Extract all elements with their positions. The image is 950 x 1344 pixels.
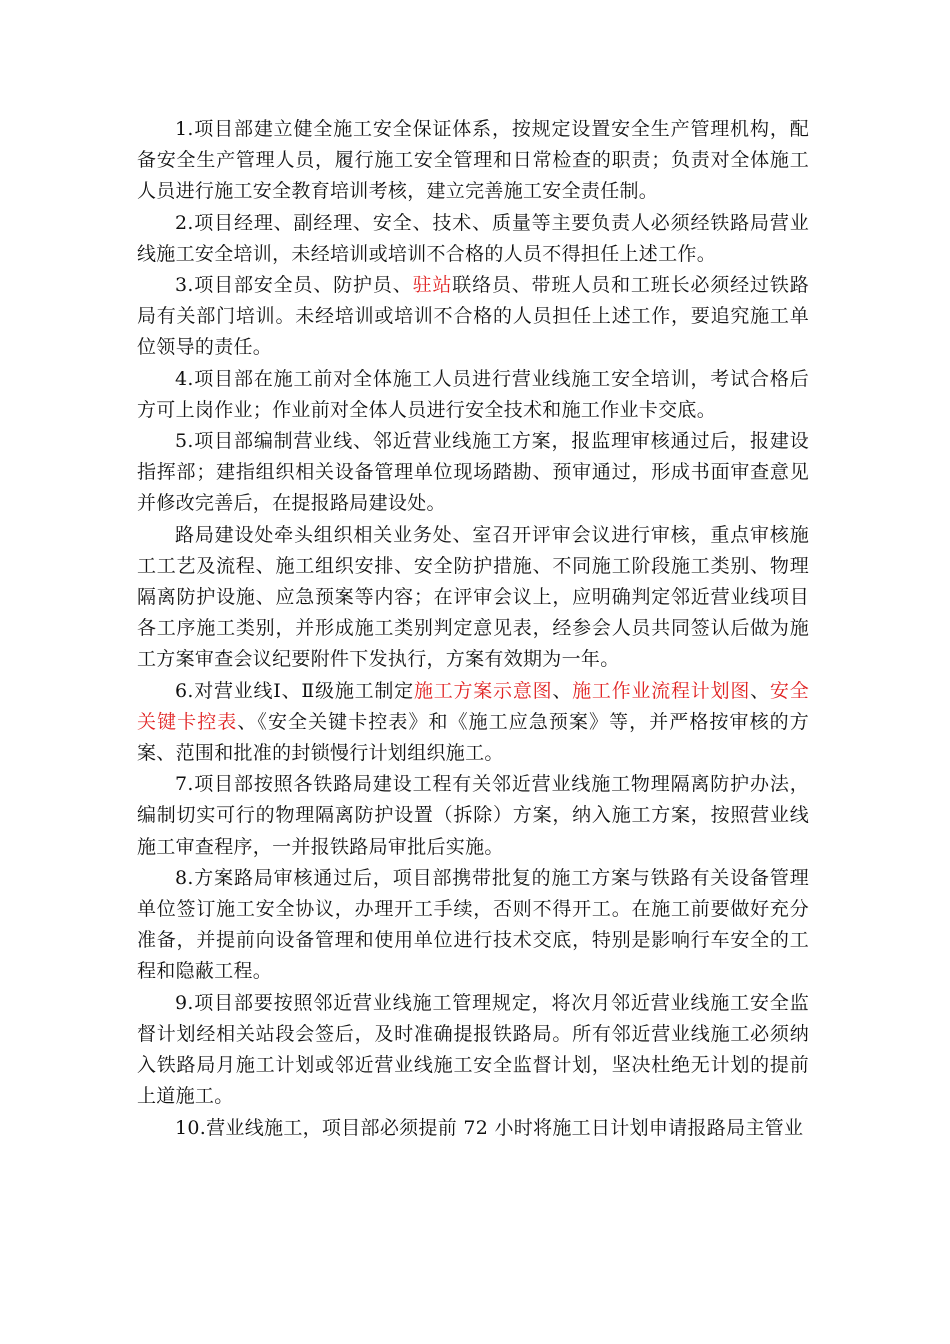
paragraph-6-highlight-3: 安全关键卡控表 [137, 679, 809, 733]
paragraph-5b: 路局建设处牵头组织相关业务处、室召开评审会议进行审核，重点审核施工工艺及流程、施工组织安排、安全防护措施、不同施工阶段施工类别、物理隔离防护设施、应急预案等内容；在评审会议上，应明确判定邻近营业线项目各工序施工类别，并形成施工类别判定意见表，经参会人员共同签认后做为施工方案审查会议纪要附件下发执行，方案有效期为一年。 [137, 523, 809, 671]
paragraph-6-separator-2: 、 [750, 679, 770, 702]
paragraph-6-text-b: 、《安全关键卡控表》和《施工应急预案》等，并严格按审核的方案、范围和批准的封锁慢行计划组织施工。 [137, 710, 809, 765]
paragraph-5: 5.项目部编制营业线、邻近营业线施工方案，报监理审核通过后，报建设指挥部；建指组织相关设备管理单位现场踏勘、预审通过，形成书面审查意见并修改完善后，在提报路局建设处。 [137, 430, 809, 515]
paragraph-3-highlight: 驻站 [412, 274, 453, 297]
paragraph-3 [137, 270, 809, 364]
paragraph-6-text-a: 6.对营业线Ⅰ、Ⅱ级施工制定 [175, 679, 414, 702]
paragraph-3-text-b: 联络员、带班人员和工班长必须经过铁路局有关部门培训。未经培训或培训不合格的人员担任上述工作，要追究施工单位领导的责任。 [137, 274, 809, 359]
paragraph-1: 1.项目部建立健全施工安全保证体系，按规定设置安全生产管理机构，配备安全生产管理人员，履行施工安全管理和日常检查的职责；负责对全体施工人员进行施工安全教育培训考核，建立完善施工安全责任制。 [137, 118, 809, 203]
paragraph-3-text-a: 3.项目部安全员、防护员、 [175, 274, 413, 297]
paragraph-4: 4.项目部在施工前对全体施工人员进行营业线施工安全培训，考试合格后方可上岗作业；作业前对全体人员进行安全技术和施工作业卡交底。 [137, 367, 809, 421]
paragraph-10: 10.营业线施工，项目部必须提前 72 小时将施工日计划申请报路局主管业 [175, 1116, 804, 1139]
paragraph-8: 8.方案路局审核通过后，项目部携带批复的施工方案与铁路有关设备管理单位签订施工安全协议，办理开工手续，否则不得开工。在施工前要做好充分准备，并提前向设备管理和使用单位进行技术交底，特别是影响行车安全的工程和隐蔽工程。 [137, 866, 809, 983]
paragraph-7: 7.项目部按照各铁路局建设工程有关邻近营业线施工物理隔离防护办法，编制切实可行的物理隔离防护设置（拆除）方案，纳入施工方案，按照营业线施工审查程序，一并报铁路局审批后实施。 [137, 773, 809, 858]
paragraph-2: 2.项目经理、副经理、安全、技术、质量等主要负责人必须经铁路局营业线施工安全培训，未经培训或培训不合格的人员不得担任上述工作。 [137, 211, 809, 265]
paragraph-6-separator-1: 、 [552, 679, 573, 702]
paragraph-6 [137, 676, 809, 770]
document-body [137, 114, 809, 1144]
paragraph-6-highlight-2: 施工作业流程计划图 [572, 679, 751, 702]
paragraph-9: 9.项目部要按照邻近营业线施工管理规定，将次月邻近营业线施工安全监督计划经相关站段会签后，及时准确提报铁路局。所有邻近营业线施工必须纳入铁路局月施工计划或邻近营业线施工安全监督计划，坚决杜绝无计划的提前上道施工。 [137, 991, 809, 1108]
paragraph-6-highlight-1: 施工方案示意图 [413, 679, 553, 702]
